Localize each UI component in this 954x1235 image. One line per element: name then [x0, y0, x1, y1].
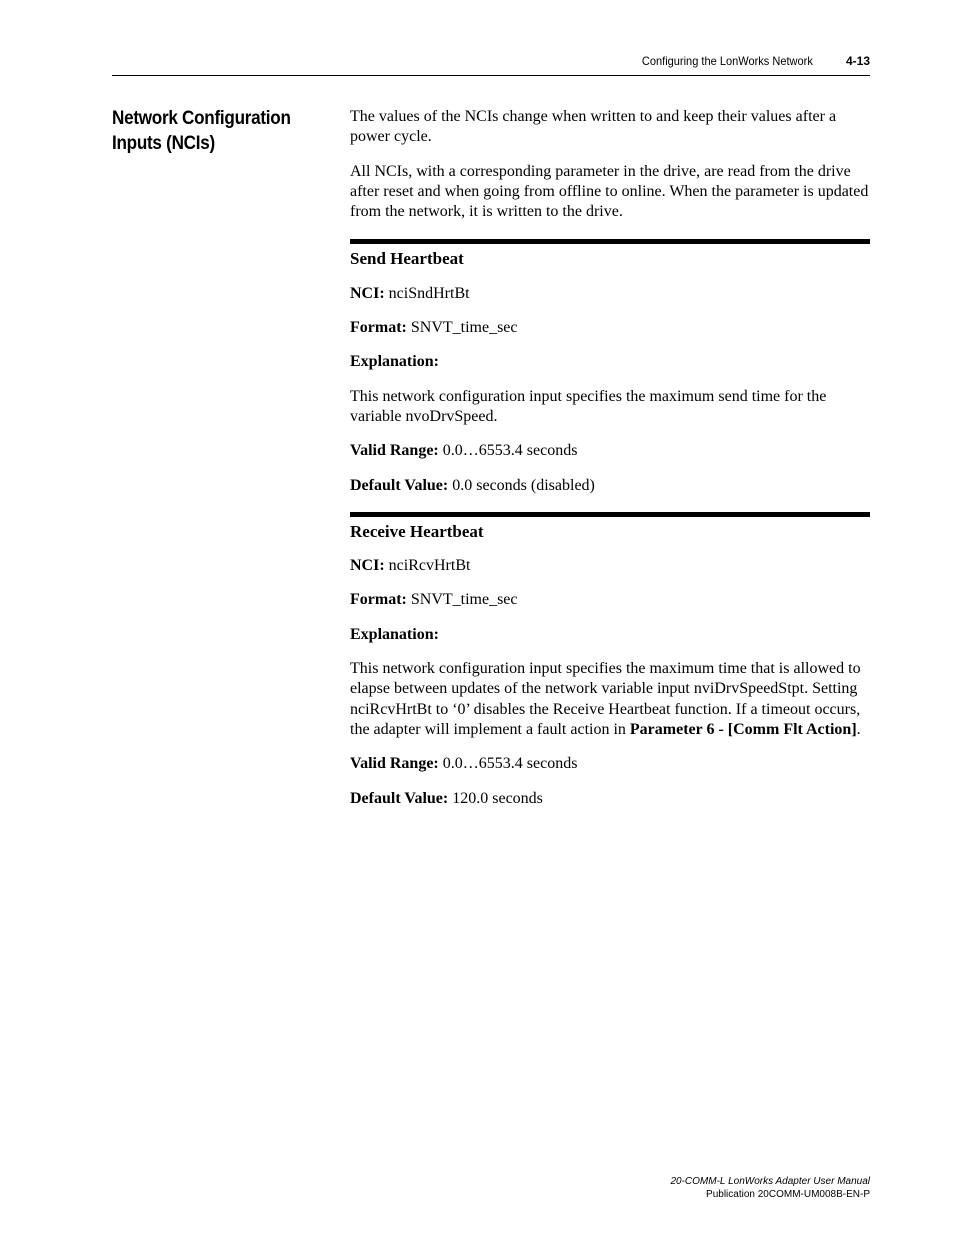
send-nci-value: nciSndHrtBt [384, 284, 470, 302]
section-heading-line2: Inputs (NCIs) [112, 133, 215, 154]
send-default-value: 0.0 seconds (disabled) [448, 476, 595, 494]
receive-nci-value: nciRcvHrtBt [384, 557, 471, 575]
send-format-value: SNVT_time_sec [406, 319, 518, 337]
send-range-label: Valid Range: [350, 442, 439, 460]
receive-nci-label: NCI: [350, 557, 385, 575]
receive-range-value: 0.0…6553.4 seconds [438, 755, 578, 773]
main-content [350, 107, 870, 823]
parameter-reference: Parameter 6 - [Comm Flt Action] [629, 720, 857, 738]
section-rule-receive [350, 512, 870, 517]
running-header-title: Configuring the LonWorks Network [641, 54, 813, 68]
send-nci-row [350, 284, 870, 304]
send-explanation-label: Explanation: [350, 353, 439, 371]
page-number: 4-13 [845, 54, 870, 68]
footer-publication: Publication 20COMM-UM008B-EN-P [706, 1189, 870, 1200]
send-range-value: 0.0…6553.4 seconds [438, 442, 578, 460]
send-default-row [350, 476, 870, 496]
send-range-row [350, 441, 870, 461]
receive-nci-row [350, 556, 870, 576]
receive-default-value: 120.0 seconds [448, 789, 543, 807]
receive-explanation-label: Explanation: [350, 625, 439, 643]
section-heading-line1: Network Configuration [112, 108, 291, 129]
receive-default-label: Default Value: [350, 789, 449, 807]
receive-explanation-text [350, 659, 870, 740]
send-format-label: Format: [350, 319, 407, 337]
send-heartbeat-title: Send Heartbeat [350, 249, 464, 269]
page-footer [670, 1175, 870, 1201]
footer-manual-title: 20-COMM-L LonWorks Adapter User Manual [670, 1176, 870, 1187]
send-format-row [350, 318, 870, 338]
receive-explanation-end: . [856, 720, 861, 738]
send-nci-label: NCI: [350, 284, 385, 302]
running-header [112, 52, 870, 74]
receive-heartbeat-title: Receive Heartbeat [350, 521, 484, 541]
receive-format-label: Format: [350, 591, 407, 609]
header-rule [112, 75, 870, 76]
receive-range-label: Valid Range: [350, 755, 439, 773]
intro-paragraph-1: The values of the NCIs change when written to and keep their values after a power cycle. [350, 108, 837, 146]
send-default-label: Default Value: [350, 476, 449, 494]
send-explanation-text: This network configuration input specifies the maximum send time for the variable nvoDrvSpeed. [350, 387, 827, 425]
receive-range-row [350, 754, 870, 774]
intro-paragraph-2: All NCIs, with a corresponding parameter in the drive, are read from the drive after reset and when going from offline to online. When the parameter is updated from the network, it is written to the drive. [350, 162, 869, 221]
section-heading [112, 106, 310, 156]
section-rule-send [350, 239, 870, 244]
receive-format-value: SNVT_time_sec [406, 591, 518, 609]
receive-explanation-main: This network configuration input specifies the maximum time that is allowed to elapse between updates of the network variable input nviDrvSpeedStpt. Setting nciRcvHrtBt to ‘0’ disables the Receive Heartbeat function. If a timeout occurs, the adapter will implement a fault action in [350, 660, 861, 738]
receive-format-row [350, 590, 870, 610]
receive-default-row [350, 789, 870, 809]
